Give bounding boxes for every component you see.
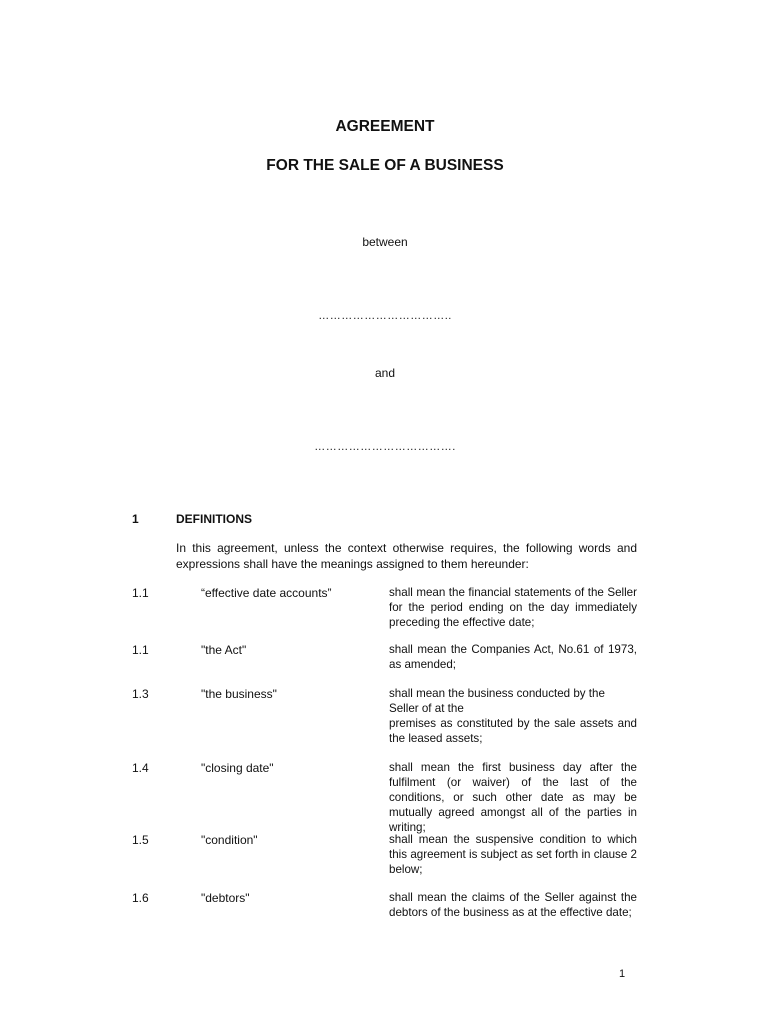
at-the-text: at the [434,702,464,715]
definition-term: "condition" [201,833,258,847]
definition-term: "the Act" [201,643,247,657]
page-number: 1 [619,968,626,980]
definition-term: "closing date" [201,761,274,775]
definition-text: shall mean the suspensive condition to which this agreement is subject as set forth in clause 2 below; [389,833,637,876]
document-subtitle: FOR THE SALE OF A BUSINESS [266,157,504,174]
definition-number: 1.5 [132,833,149,847]
definition-number: 1.6 [132,891,149,905]
party-two-placeholder: ………………………………. [314,441,456,453]
definition-term: "the business" [201,687,277,701]
section-intro: In this agreement, unless the context otherwise requires, the following words and expressions shall have the meanings assigned to them hereunder: [176,541,637,571]
party-one-placeholder: …………………………….. [318,310,452,322]
definition-text-line [389,701,637,716]
between-label: between [362,235,408,249]
document-title: AGREEMENT [335,118,435,135]
definition-number: 1.3 [132,687,149,701]
and-label: and [374,366,396,380]
definition-number: 1.1 [132,586,149,600]
definition-text: shall mean the first business day after the fulfilment (or waiver) of the last of the conditions, or such other date as may be mutually agreed amongst all of the parties in writing; [389,761,637,834]
seller-of-text: Seller of [389,702,432,715]
definition-number: 1.1 [132,643,149,657]
definition-text-line: premises as constituted by the sale assets and the leased assets; [389,717,637,745]
definition-term: “effective date accounts” [201,586,332,600]
definition-text: shall mean the claims of the Seller against the debtors of the business as at the effective date; [389,891,637,919]
definition-term: "debtors" [201,891,250,905]
definition-text: shall mean the financial statements of the Seller for the period ending on the day immediately preceding the effective date; [389,586,637,629]
section-number: 1 [132,512,139,526]
definition-number: 1.4 [132,761,149,775]
definition-text-line: shall mean the business conducted by the [389,687,605,700]
definition-text: shall mean the Companies Act, No.61 of 1973, as amended; [389,643,637,671]
definition-text [389,686,637,746]
section-heading: DEFINITIONS [176,512,253,526]
